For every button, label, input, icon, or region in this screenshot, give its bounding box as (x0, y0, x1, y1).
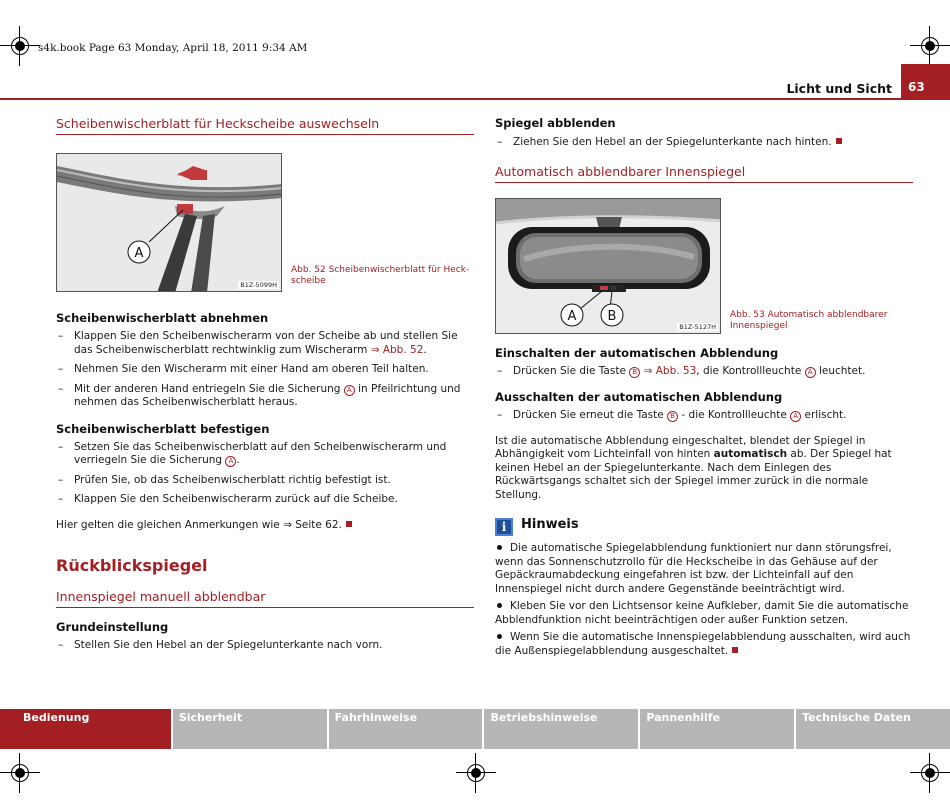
instruction-step (56, 474, 474, 488)
figure-52 (56, 153, 282, 292)
instruction-step (495, 365, 913, 379)
left-column (56, 116, 474, 659)
crop-mark-bottom-left (0, 753, 40, 793)
dash: – (58, 639, 64, 651)
figure-53 (495, 198, 721, 334)
section-title-auto-mirror: Automatisch abblendbarer Innenspiegel (495, 164, 913, 183)
hinweis-text: Wenn Sie die automatische Innenspiegelabblendung ausschalten, wird auch die Außenspiegelabblendung ausgeschaltet. (495, 631, 911, 657)
heading-abnehmen: Scheibenwischerblatt abnehmen (56, 311, 269, 325)
dash: – (497, 409, 503, 421)
crop-mark-bottom-right (910, 753, 950, 793)
hinweis-header (495, 516, 913, 536)
tab-bedienung[interactable]: Bedienung (0, 709, 171, 749)
auto-dimming-paragraph (495, 435, 913, 503)
wiper-illustration (57, 154, 282, 292)
heading-ausschalten: Ausschalten der automatischen Abblendung (495, 390, 783, 404)
figure-ref-link[interactable]: ⇒ Abb. 52 (370, 343, 424, 356)
step-text: . (236, 454, 240, 466)
crop-mark-top-left (0, 26, 40, 66)
tab-sicherheit[interactable]: Sicherheit (173, 709, 327, 749)
info-icon: i (495, 518, 513, 536)
crop-mark-bottom-center (456, 753, 496, 793)
tab-technische-daten[interactable]: Technische Daten (796, 709, 950, 749)
dash: – (497, 136, 503, 148)
step-text: Drücken Sie die Taste (513, 364, 630, 377)
caption-line: Innenspiegel (730, 320, 788, 331)
figure-52-caption (291, 265, 476, 287)
page-ref-link[interactable]: ⇒ Seite 62. (283, 518, 342, 531)
instruction-step (56, 639, 474, 653)
step-text: Klappen Sie den Scheibenwischerarm von der Scheibe ab und stellen Sie das Scheibenwischerblatt rechtwinklig zum Wischerarm (74, 330, 458, 356)
figure-code: B1Z-5127H (679, 322, 716, 331)
step-text: Ziehen Sie den Hebel an der Spiegelunterkante nach hinten. (513, 136, 832, 148)
bullet-dot-icon (497, 634, 502, 639)
para-text: ab. Der Spiegel hat keinen Hebel an der Spiegelunterkante. Nach dem Einlegen des Rückwärtsgangs schaltet sich der Spiegel immer zurück in die normale Stellung. (495, 448, 892, 501)
running-header-title: Licht und Sicht (786, 81, 892, 96)
callout-a: A (134, 246, 144, 261)
hinweis-item (495, 631, 913, 658)
step-text: erlischt. (801, 409, 847, 421)
step-text: . (423, 343, 427, 356)
hinweis-text: Kleben Sie vor den Lichtsensor keine Aufkleber, damit Sie die automatische Abblendfunktion nicht beeinträchtigen oder außer Funktion setzen. (495, 600, 909, 626)
instruction-step (56, 493, 474, 507)
callout-b: B (607, 308, 617, 324)
hinweis-item (495, 542, 913, 596)
step-text: Prüfen Sie, ob das Scheibenwischerblatt richtig befestigt ist. (74, 473, 391, 486)
dash: – (58, 382, 64, 395)
heading-grundeinstellung: Grundeinstellung (56, 620, 169, 634)
key-a-badge: A (344, 385, 355, 396)
section-title-manuell: Innenspiegel manuell abblendbar (56, 589, 474, 608)
tab-betriebshinweise[interactable]: Betriebshinweise (484, 709, 638, 749)
hinweis-item (495, 600, 913, 627)
header-rule (0, 98, 950, 100)
para-bold: automatisch (713, 448, 788, 460)
page-number: 63 (901, 64, 950, 100)
right-column (495, 116, 913, 662)
section-end-marker (836, 138, 842, 144)
key-a-badge: A (790, 411, 801, 422)
bullet-dot-icon (497, 545, 502, 550)
dash: – (58, 473, 64, 486)
dash: – (58, 493, 64, 505)
key-b-badge: B (667, 411, 678, 422)
step-text: Setzen Sie das Scheibenwischerblatt auf den Scheibenwischerarm und verriegeln Sie die Sicherung (74, 440, 447, 466)
instruction-step (56, 383, 474, 410)
instruction-step (56, 363, 474, 377)
dash: – (497, 364, 503, 377)
caption-line: Abb. 52 Scheibenwischerblatt für Heck- (291, 265, 470, 275)
step-text: Klappen Sie den Scheibenwischerarm zurück auf die Scheibe. (74, 493, 398, 505)
figure-52-block (56, 153, 474, 303)
step-text: , die Kontrollleuchte (696, 364, 805, 377)
crop-mark-top-right (910, 26, 950, 66)
key-a-badge: A (805, 367, 816, 378)
instruction-step (56, 441, 474, 468)
tab-fahrhinweise[interactable]: Fahrhinweise (329, 709, 483, 749)
step-text: - die Kontrollleuchte (678, 409, 791, 421)
section-end-marker (732, 647, 738, 653)
section-title-wiper-blade: Scheibenwischerblatt für Heckscheibe auswechseln (56, 116, 474, 135)
mirror-illustration (496, 199, 721, 334)
chapter-heading-rueckblickspiegel: Rückblickspiegel (56, 556, 208, 575)
step-text: Drücken Sie erneut die Taste (513, 409, 668, 421)
caption-line: scheibe (291, 276, 326, 286)
instruction-step (56, 330, 474, 357)
hinweis-text: Die automatische Spiegelabblendung funktioniert nur dann störungsfrei, wenn das Sonnenschutzrollo für die Heckscheibe in das Gehäuse auf der Gepäckraumabdeckung eingefahren ist bzw. der Lichteinfall auf den Innenspiegel nicht durch andere Gegenstände beeinträchtigt wird. (495, 542, 892, 595)
step-text: in Pfeilrichtung und nehmen das Scheibenwischerblatt heraus. (74, 382, 461, 408)
callout-a: A (567, 308, 577, 324)
dash: – (58, 363, 64, 375)
book-info: s4k.book Page 63 Monday, April 18, 2011 9:34 AM (38, 42, 308, 54)
figure-53-caption (730, 310, 915, 332)
note-paragraph (56, 519, 474, 533)
heading-spiegel-abblenden: Spiegel abblenden (495, 116, 616, 130)
figure-53-block (495, 198, 913, 346)
figure-code: B1Z-5099H (240, 281, 277, 289)
key-b-badge: B (629, 367, 640, 378)
instruction-step (495, 136, 913, 150)
tab-pannenhilfe[interactable]: Pannenhilfe (640, 709, 794, 749)
step-text: leuchtet. (815, 364, 866, 377)
dash: – (58, 330, 64, 342)
dash: – (58, 440, 64, 453)
para-text: Ist die automatische Abblendung eingeschaltet, blendet der Spiegel in Abhängigkeit vom Lichteinfall von hinten (495, 434, 866, 460)
caption-line: Abb. 53 Automatisch abblendbarer (730, 309, 888, 320)
section-end-marker (346, 521, 352, 527)
bullet-dot-icon (497, 603, 502, 608)
figure-ref-link[interactable]: ⇒ Abb. 53 (640, 364, 697, 377)
step-text: Nehmen Sie den Wischerarm mit einer Hand am oberen Teil halten. (74, 363, 429, 375)
step-text: Stellen Sie den Hebel an der Spiegelunterkante nach vorn. (74, 639, 383, 651)
chapter-tabs (0, 709, 950, 749)
instruction-step (495, 409, 913, 423)
key-a-badge: A (225, 456, 236, 467)
hinweis-title: Hinweis (521, 517, 579, 532)
note-text: Hier gelten die gleichen Anmerkungen wie (56, 518, 284, 531)
heading-befestigen: Scheibenwischerblatt befestigen (56, 421, 270, 436)
step-text: Mit der anderen Hand entriegeln Sie die Sicherung (74, 382, 344, 395)
heading-einschalten: Einschalten der automatischen Abblendung (495, 345, 779, 360)
